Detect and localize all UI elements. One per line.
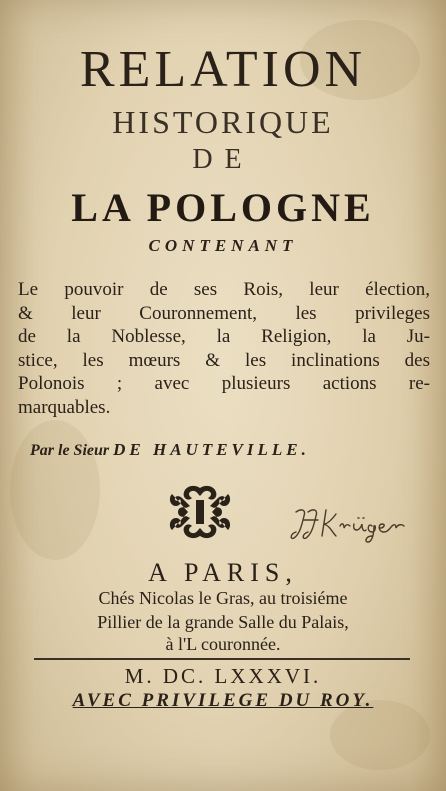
description-line: stice, les mœurs & les inclinations des [18, 349, 430, 371]
imprint-address: Pillier de la grande Salle du Palais, [97, 612, 349, 632]
author-name: DE HAUTEVILLE. [113, 440, 310, 459]
imprint-city: A PARIS, [148, 558, 298, 587]
author-line [30, 440, 310, 460]
author-prefix: Par le Sieur [30, 442, 110, 459]
title-historique: HISTORIQUE [112, 104, 334, 140]
description-line: Le pouvoir de ses Rois, leur élection, [18, 279, 430, 300]
contents-label: CONTENANT [148, 236, 298, 255]
printers-ornament-icon [166, 484, 234, 540]
description-line: de la Noblesse, la Religion, la Ju- [18, 326, 430, 347]
imprint-publisher: Chés Nicolas le Gras, au troisiéme [98, 588, 348, 608]
description-line: marquables. [18, 396, 111, 418]
description-line: Polonois ; avec plusieurs actions re- [18, 373, 430, 394]
title-relation: RELATION [79, 41, 367, 98]
description-block [18, 278, 430, 419]
imprint-sign: à l'L couronnée. [165, 634, 281, 654]
handwritten-signature [288, 502, 418, 546]
imprint-privilege: AVEC PRIVILEGE DU ROY. [72, 690, 374, 711]
title-la-pologne: LA POLOGNE [71, 185, 375, 230]
imprint-year: M. DC. LXXXVI. [124, 664, 322, 688]
description-line: & leur Couronnement, les privileges [18, 302, 430, 324]
title-de: DE [192, 144, 254, 175]
divider-rule [34, 658, 410, 660]
